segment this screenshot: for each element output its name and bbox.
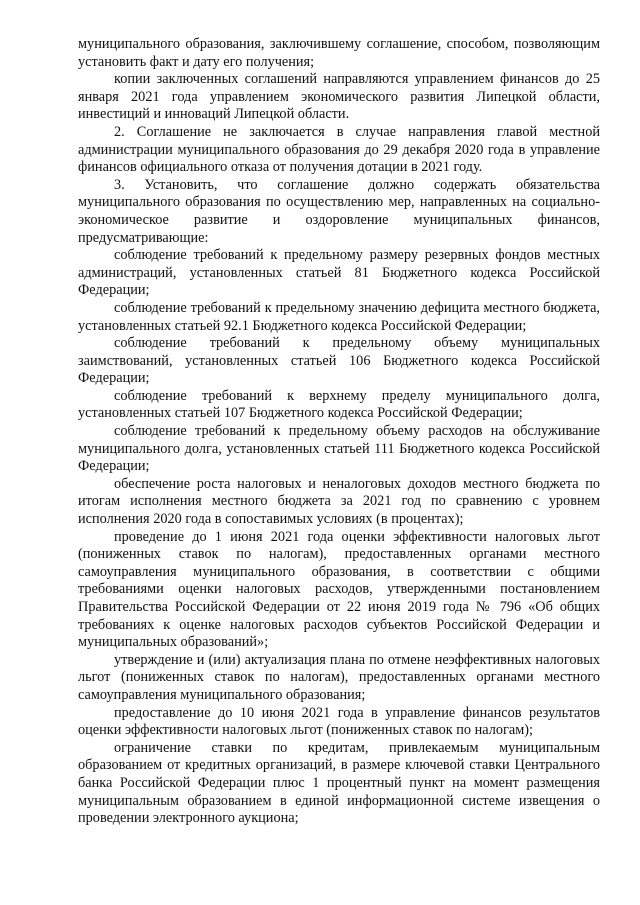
paragraph-credit-rate-limit: ограничение ставки по кредитам, привлекаемым муниципальным образованием от кредитных организаций, в размере ключевой ставки Центрального банка Российской Федерации плюс 1 процентный пункт на момент размещения муниципальным образованием в единой информационной системе извещения о проведении электронного аукциона; xyxy=(78,739,600,827)
paragraph-reserve-funds: соблюдение требований к предельному размеру резервных фондов местных администраций, установленных статьей 81 Бюджетного кодекса Российской Федерации; xyxy=(78,247,600,299)
paragraph-revenue-growth: обеспечение роста налоговых и неналоговых доходов местного бюджета по итогам исполнения местного бюджета за 2021 год по сравнению с уровнем исполнения 2020 года в сопоставимых условиях (в процентах); xyxy=(78,475,600,528)
paragraph-cancellation-plan: утверждение и (или) актуализация плана по отмене неэффективных налоговых льгот (пониженных ставок по налогам), предоставленных органами местного самоуправления муниципального образования; xyxy=(78,651,600,703)
paragraph-clause-3: 3. Установить, что соглашение должно содержать обязательства муниципального образования по осуществлению мер, направленных на социально-экономическое развитие и оздоровление муниципальных финансов, предусматривающие: xyxy=(78,176,600,246)
document-page xyxy=(78,36,600,828)
paragraph-budget-deficit: соблюдение требований к предельному значению дефицита местного бюджета, установленных статьей 92.1 Бюджетного кодекса Российской Федерации; xyxy=(78,299,600,334)
paragraph-debt-upper-limit: соблюдение требований к верхнему пределу муниципального долга, установленных статьей 107 Бюджетного кодекса Российской Федерации; xyxy=(78,387,600,422)
paragraph-copies-of-agreements: копии заключенных соглашений направляются управлением финансов до 25 января 2021 года управлением экономического развития Липецкой области, инвестиций и инноваций Липецкой области. xyxy=(78,71,600,123)
paragraph-clause-2: 2. Соглашение не заключается в случае направления главой местной администрации муниципального образования до 29 декабря 2020 года в управление финансов официального отказа от получения дотации в 2021 году. xyxy=(78,123,600,176)
paragraph-tax-benefit-evaluation: проведение до 1 июня 2021 года оценки эффективности налоговых льгот (пониженных ставок по налогам), предоставленных органами местного самоуправления муниципального образования, в соответствии с общими требованиями оценки налоговых расходов, утвержденными постановлением Правительства Российской Федерации от 22 июня 2019 года № 796 «Об общих требованиях к оценке налоговых расходов субъектов Российской Федерации и муниципальных образований»; xyxy=(78,528,600,651)
paragraph-borrowings: соблюдение требований к предельному объему муниципальных заимствований, установленных статьей 106 Бюджетного кодекса Российской Федерации; xyxy=(78,335,600,387)
paragraph-results-submission: предоставление до 10 июня 2021 года в управление финансов результатов оценки эффективности налоговых льгот (пониженных ставок по налогам); xyxy=(78,704,600,739)
paragraph-debt-service: соблюдение требований к предельному объему расходов на обслуживание муниципального долга, установленных статьей 111 Бюджетного кодекса Российской Федерации; xyxy=(78,423,600,475)
paragraph-continuation: муниципального образования, заключившему соглашение, способом, позволяющим установить факт и дату его получения; xyxy=(78,36,600,70)
